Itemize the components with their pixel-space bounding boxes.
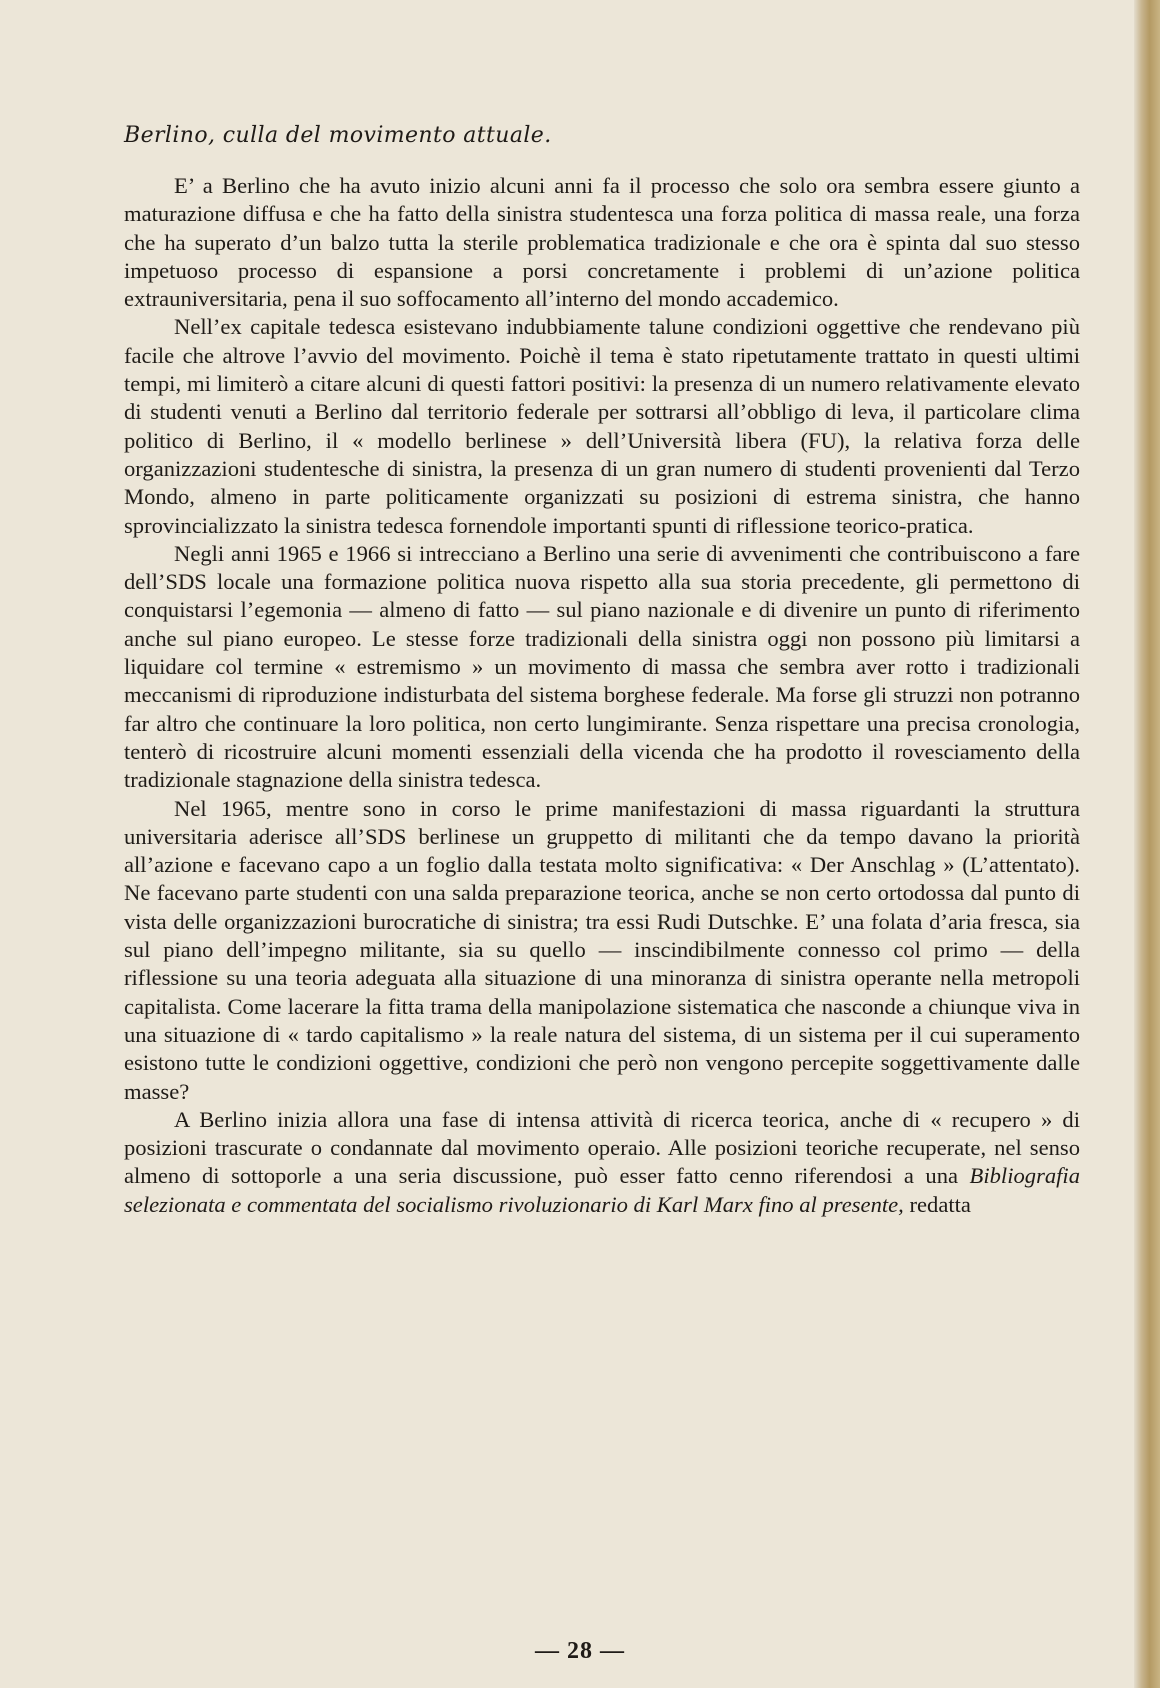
page-body (124, 122, 1080, 1219)
paragraph-4: Nel 1965, mentre sono in corso le prime manifestazioni di massa riguardanti la struttura universitaria aderisce all’SDS berlinese un gruppetto di militanti che da tempo davano la priorità all’azione e facevano capo a un foglio dalla testata molto significativa: « Der Anschlag » (L’attentato). Ne facevano parte studenti con una salda preparazione teorica, anche se non certo ortodossa dal punto di vista delle organizzazioni burocratiche di sinistra; tra essi Rudi Dutschke. E’ una folata d’aria fresca, sia sul piano dell’impegno militante, sia su quello — inscindibilmente connesso col primo — della riflessione su una teoria adeguata alla situazione di una minoranza di sinistra operante nella metropoli capitalista. Come lacerare la fitta trama della manipolazione sistematica che nasconde a chiunque viva in una situazione di « tardo capitalismo » la reale natura del sistema, di un sistema per il cui superamento esistono tutte le condizioni oggettive, condizioni che però non vengono percepite soggettivamente dalle masse? (124, 795, 1080, 1104)
page-edge (1134, 0, 1160, 1688)
bibliography-title: Bibliografia selezionata e commentata del socialismo rivoluzionario di Karl Marx fino al presente, (124, 1163, 1081, 1217)
page-number: — 28 — (535, 1638, 625, 1664)
paragraph-5-end: redatta (909, 1191, 971, 1217)
paragraph-3: Negli anni 1965 e 1966 si intrecciano a Berlino una serie di avvenimenti che contribuiscono a fare dell’SDS locale una formazione politica nuova rispetto alla sua storia precedente, gli permettono di conquistarsi l’egemonia — almeno di fatto — sul piano nazionale e di divenire un punto di riferimento anche sul piano europeo. Le stesse forze tradizionali della sinistra oggi non possono più limitarsi a liquidare col termine « estremismo » un movimento di massa che sembra aver rotto i tradizionali meccanismi di riproduzione indisturbata del sistema borghese federale. Ma forse gli struzzi non potranno far altro che continuare la loro politica, non certo lungimirante. Senza rispettare una precisa cronologia, tenterò di ricostruire alcuni momenti essenziali della vicenda che ha prodotto il rovesciamento della tradizionale stagnazione della sinistra tedesca. (124, 540, 1080, 793)
paragraph-2: Nell’ex capitale tedesca esistevano indubbiamente talune condizioni oggettive che rendevano più facile che altrove l’avvio del movimento. Poichè il tema è stato ripetutamente trattato in questi ultimi tempi, mi limiterò a citare alcuni di questi fattori positivi: la presenza di un numero relativamente elevato di studenti venuti a Berlino dal territorio federale per sottrarsi all’obbligo di leva, il particolare clima politico di Berlino, il « modello berlinese » dell’Università libera (FU), la relativa forza delle organizzazioni studentesche di sinistra, la presenza di un gran numero di studenti provenienti dal Terzo Mondo, almeno in parte politicamente organizzati su posizioni di estrema sinistra, che hanno sprovincializzato la sinistra tedesca fornendole importanti spunti di riflessione teorico-pratica. (124, 314, 1080, 538)
paragraph-5-start: A Berlino inizia allora una fase di intensa attività di ricerca teorica, anche di « recupero » di posizioni trascurate o condannate dal movimento operaio. Alle posizioni teoriche recuperate, nel senso almeno di sottoporle a una seria discussione, può esser fatto cenno riferendosi a una (124, 1106, 1080, 1189)
paragraph-1: E’ a Berlino che ha avuto inizio alcuni anni fa il processo che solo ora sembra essere giunto a maturazione diffusa e che ha fatto della sinistra studentesca una forza politica di massa reale, una forza che ha superato d’un balzo tutta la sterile problematica tradizionale e che ora è spinta dal suo stesso impetuoso processo di espansione a porsi concretamente i problemi di un’azione politica extrauniversitaria, pena il suo soffocamento all’interno del mondo accademico. (124, 173, 1080, 312)
paragraph-5 (124, 1106, 1080, 1219)
section-heading: Berlino, culla del movimento attuale. (124, 123, 552, 148)
